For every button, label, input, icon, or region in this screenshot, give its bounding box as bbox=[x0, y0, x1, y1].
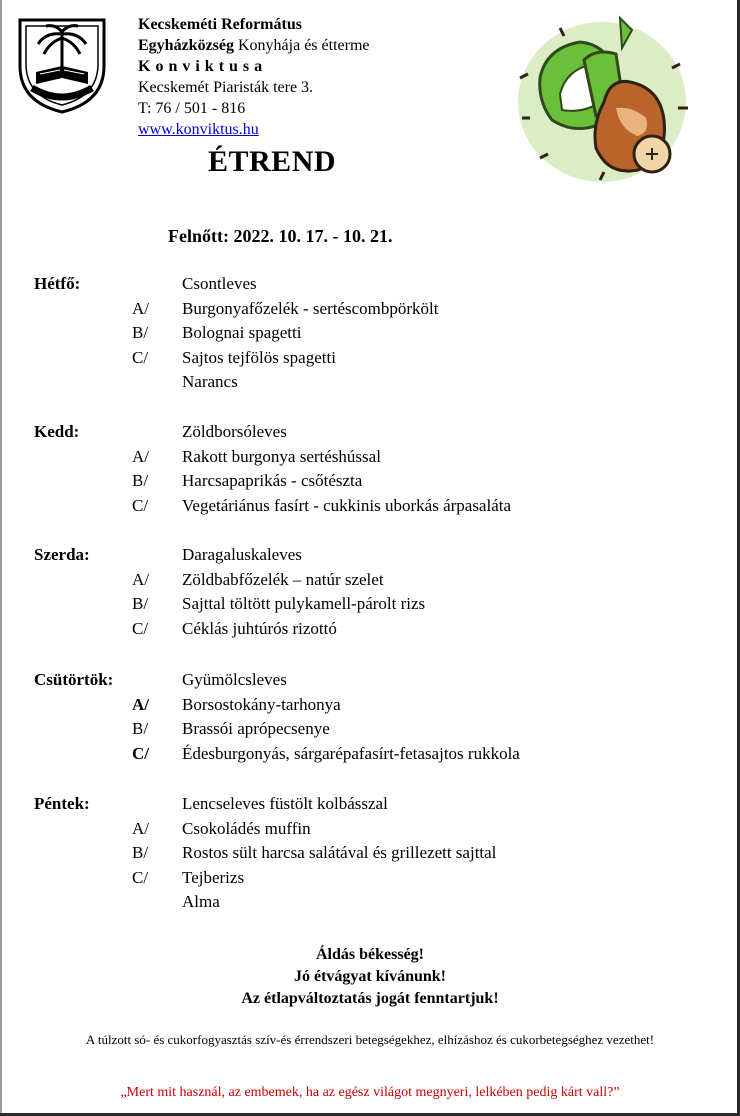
soup: Gyümölcsleves bbox=[182, 670, 287, 689]
dish: Borsostokány-tarhonya bbox=[182, 694, 341, 714]
day-tuesday bbox=[34, 420, 714, 518]
menu-period: Felnőtt: 2022. 10. 17. - 10. 21. bbox=[168, 226, 393, 246]
day-wednesday bbox=[34, 543, 714, 641]
soup: Zöldborsóleves bbox=[182, 422, 287, 441]
institution-line2-rest: Konyhája és étterme bbox=[234, 37, 370, 54]
option-label: B/ bbox=[132, 594, 149, 614]
website-link[interactable]: www.konviktus.hu bbox=[138, 121, 259, 138]
dish: Harcsapaprikás - csőtészta bbox=[182, 471, 363, 491]
dish: Rostos sült harcsa salátával és grillezett sajttal bbox=[182, 843, 497, 863]
option-label: C/ bbox=[132, 743, 149, 763]
dish: Csokoládés muffin bbox=[182, 818, 311, 838]
blessing-line: Áldás békesség! bbox=[315, 946, 424, 963]
dish: Bolognai spagetti bbox=[182, 323, 302, 343]
page-title: ÉTREND bbox=[208, 145, 337, 178]
option-label: A/ bbox=[132, 298, 149, 318]
church-crest-logo bbox=[16, 14, 108, 114]
option-label: C/ bbox=[132, 867, 149, 887]
option-label: C/ bbox=[132, 495, 149, 515]
dish: Rakott burgonya sertéshússal bbox=[182, 446, 381, 466]
day-name: Péntek: bbox=[34, 794, 90, 813]
day-name: Csütörtök: bbox=[34, 670, 114, 689]
institution-line3: Konviktusa bbox=[138, 58, 268, 75]
blessing-block bbox=[0, 944, 740, 1010]
option-label: C/ bbox=[132, 618, 149, 638]
soup: Csontleves bbox=[182, 274, 257, 293]
institution-name: Kecskeméti Református bbox=[138, 16, 302, 33]
day-name: Hétfő: bbox=[34, 274, 81, 293]
option-label: B/ bbox=[132, 471, 149, 491]
option-label: B/ bbox=[132, 719, 149, 739]
dish: Céklás juhtúrós rizottó bbox=[182, 618, 337, 638]
dish: Sajtos tejfölös spagetti bbox=[182, 347, 336, 367]
dish: Sajttal töltött pulykamell-párolt rizs bbox=[182, 594, 426, 614]
option-label: C/ bbox=[132, 347, 149, 367]
chestnut-illustration bbox=[500, 8, 700, 188]
option-label: A/ bbox=[132, 569, 149, 589]
option-label: A/ bbox=[132, 818, 149, 838]
dish: Vegetáriánus fasírt - cukkinis uborkás árpasaláta bbox=[182, 495, 512, 515]
dish: Burgonyafőzelék - sertéscombpörkölt bbox=[182, 298, 439, 318]
dish: Édesburgonyás, sárgarépafasírt-fetasajtos rukkola bbox=[182, 743, 520, 763]
extra-item: Narancs bbox=[182, 372, 238, 392]
day-name: Kedd: bbox=[34, 422, 80, 441]
bible-quote: „Mert mit használ, az embemek, ha az egész világot megnyeri, lelkében pedig kárt vall?” bbox=[120, 1085, 620, 1100]
day-name: Szerda: bbox=[34, 545, 90, 564]
dish: Brassói aprópecsenye bbox=[182, 719, 330, 739]
option-label: B/ bbox=[132, 323, 149, 343]
blessing-line: Az étlapváltoztatás jogát fenntartjuk! bbox=[241, 990, 499, 1007]
day-thursday bbox=[34, 668, 714, 766]
health-note: A túlzott só- és cukorfogyasztás szív-és érrendszeri betegségekhez, elhízáshoz és cukorbetegséghez vezethet! bbox=[85, 1032, 655, 1047]
dish: Zöldbabfőzelék – natúr szelet bbox=[182, 569, 384, 589]
option-label: A/ bbox=[132, 694, 149, 714]
institution-line2-bold: Egyházközség bbox=[138, 37, 234, 54]
header-block bbox=[138, 14, 370, 140]
dish: Tejberizs bbox=[182, 867, 245, 887]
extra-item: Alma bbox=[182, 892, 220, 912]
soup: Lencseleves füstölt kolbásszal bbox=[182, 794, 388, 813]
day-friday bbox=[34, 792, 714, 915]
institution-line2 bbox=[138, 35, 370, 56]
option-label: B/ bbox=[132, 843, 149, 863]
blessing-line: Jó étvágyat kívánunk! bbox=[293, 968, 447, 985]
day-monday bbox=[34, 272, 714, 395]
address: Kecskemét Piaristák tere 3. bbox=[138, 79, 314, 96]
option-label: A/ bbox=[132, 446, 149, 466]
soup: Daragaluskaleves bbox=[182, 545, 302, 564]
phone: T: 76 / 501 - 816 bbox=[138, 100, 246, 117]
